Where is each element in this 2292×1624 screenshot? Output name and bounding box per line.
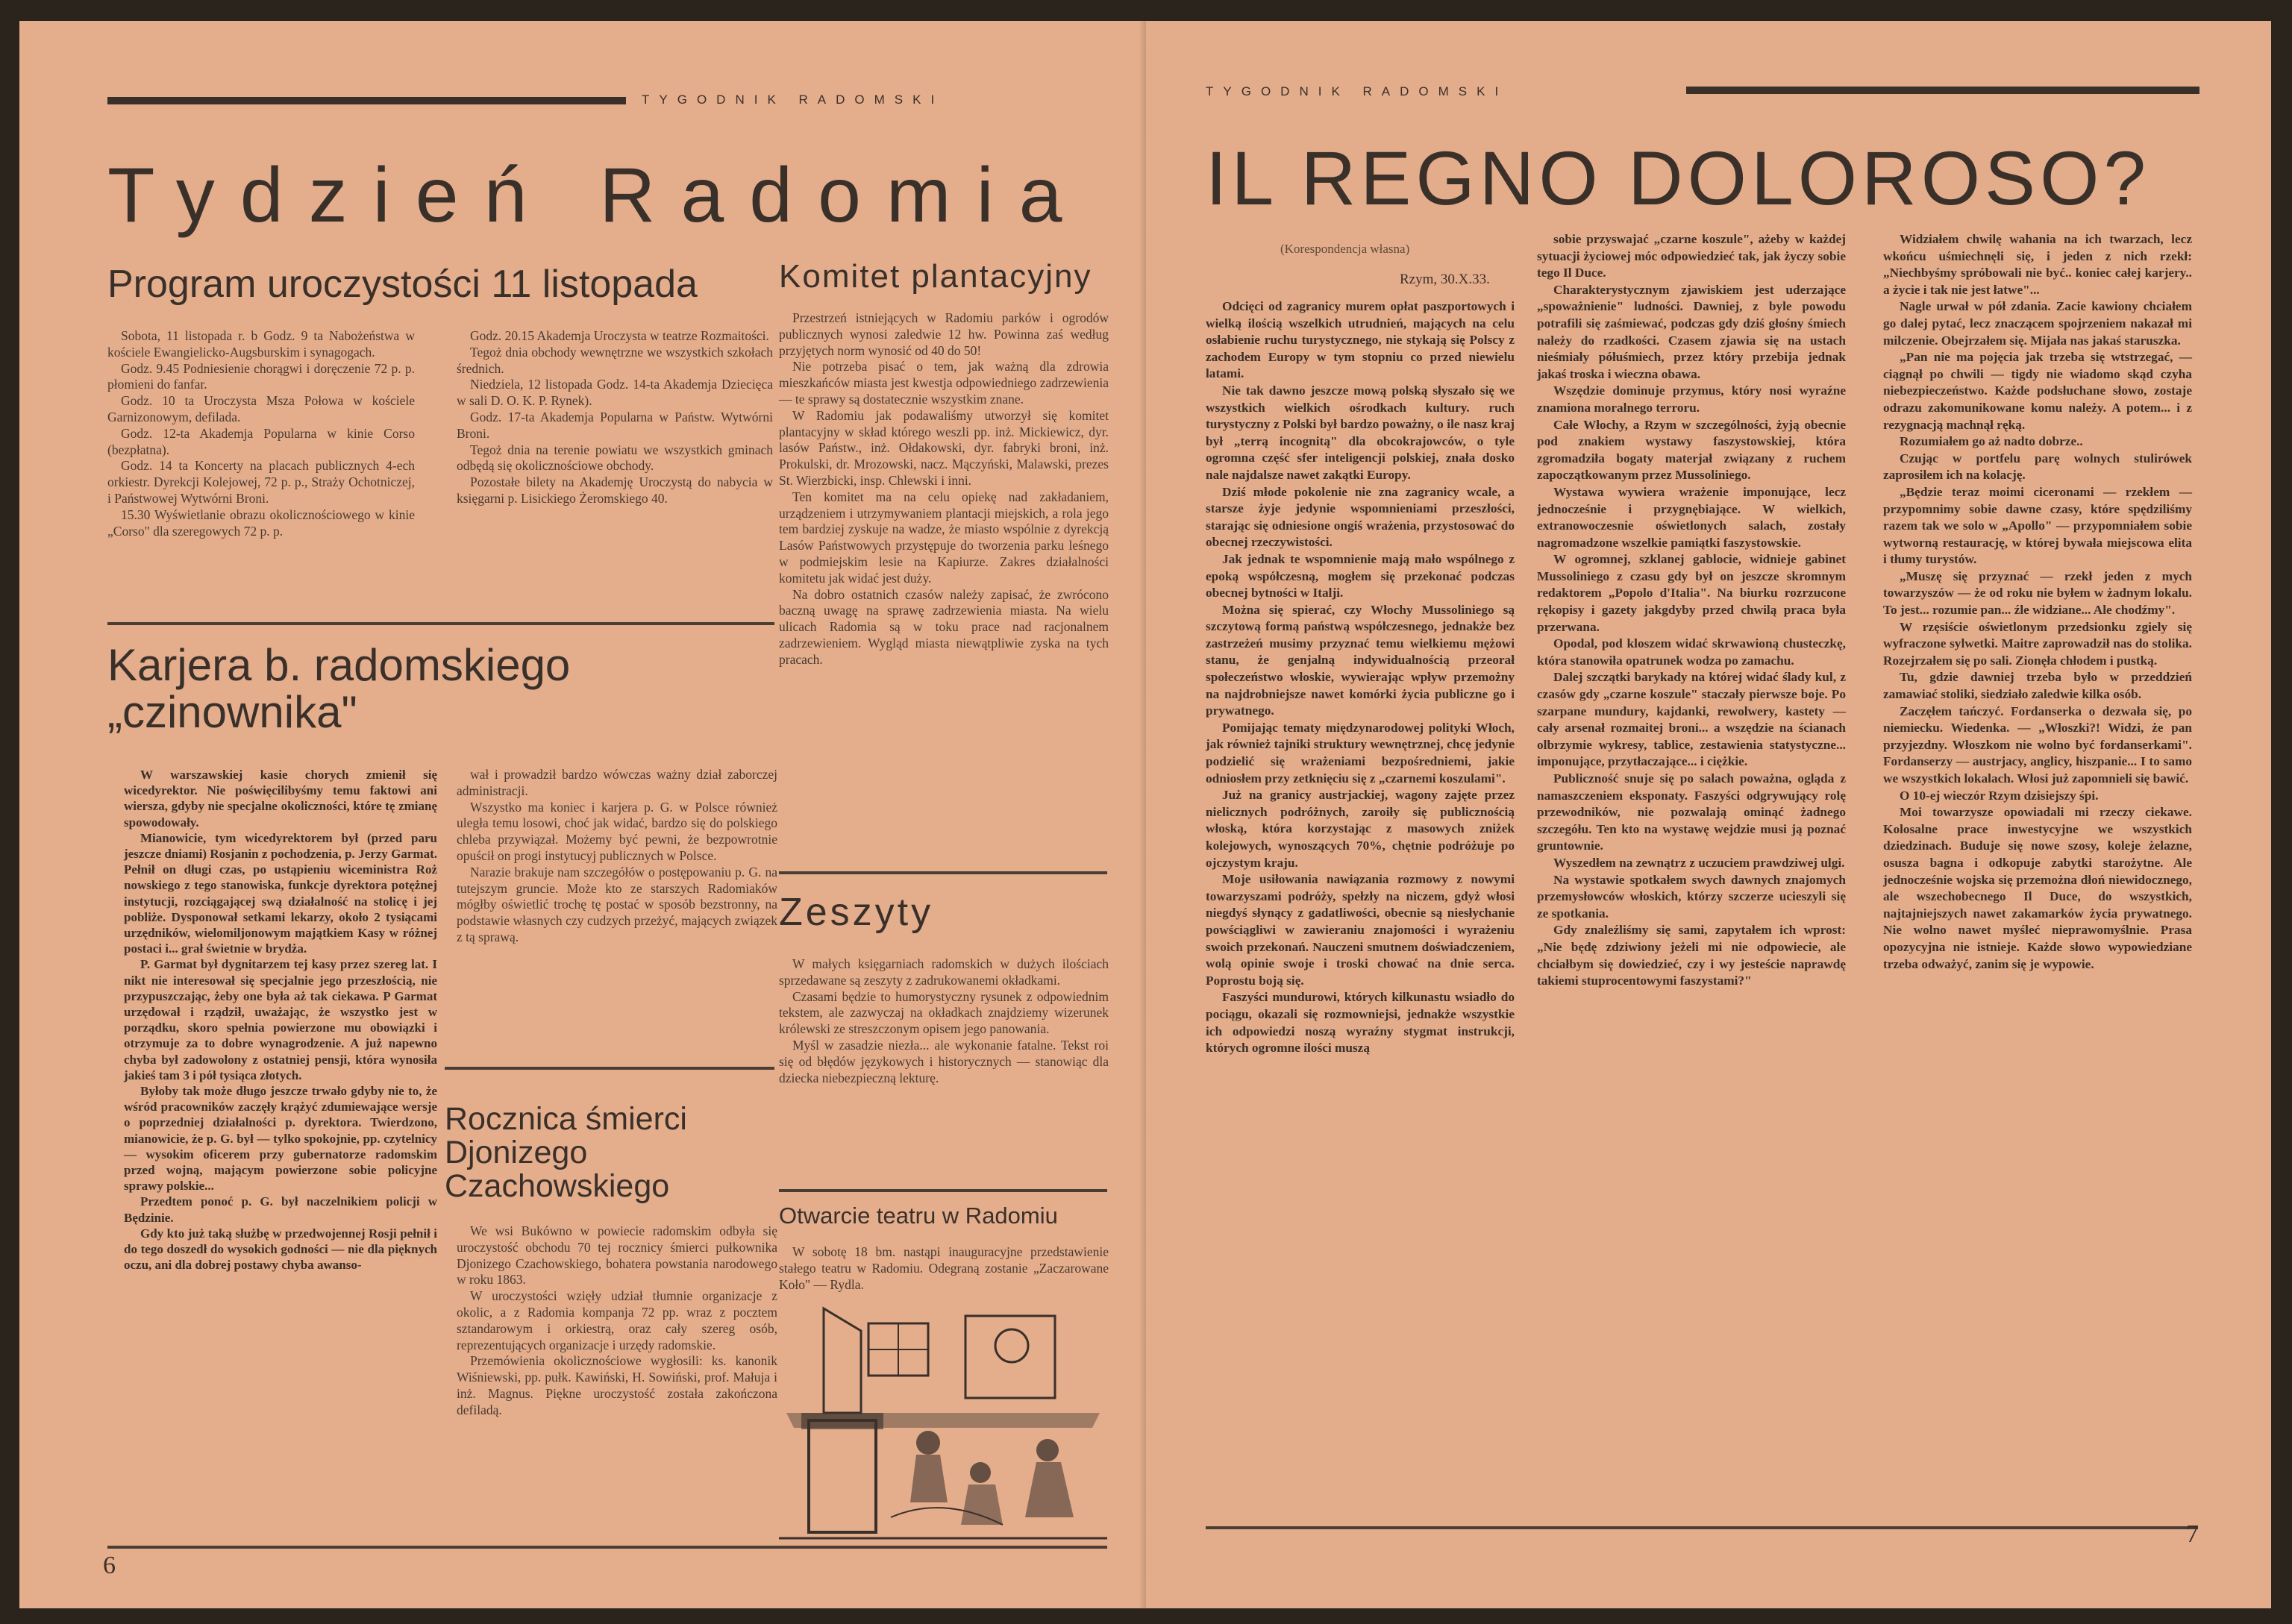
paragraph: „Pan nie ma pojęcia jak trzeba się wtstrzegać, — ciągnął po chwili — tigdy nie wiadomo skąd czyha niebezpieczeństwo. Każde podsłuchane słowo, zostaje odrazu zakomunikowane komu należy. A potem... i z rezygnacją machnął ręką. xyxy=(1883,350,2192,432)
bottom-rule xyxy=(107,1546,1107,1549)
page-number: 7 xyxy=(2186,1520,2199,1548)
paragraph: Na wystawie spotkałem swych dawnych znajomych przemysłowców włoskich, którzy szczerze ucieszyli się ze spotkania. xyxy=(1537,872,1846,921)
zeszyty-heading: Zeszyty xyxy=(779,891,934,934)
paragraph: We wsi Bukówno w powiecie radomskim odbyła się uroczystość obchodu 70 tej rocznicy śmierci pułkownika Djonizego Czachowskiego, bohatera powstania narodowego w roku 1863. xyxy=(457,1223,777,1288)
paragraph: Gdy kto już taką służbę w przedwojennej Rosji pełnił i do tego doszedł do wysokich godności — nie dla pięknych oczu, ani dla dobrej postawy chyba awanso- xyxy=(124,1226,437,1273)
reading-children-illustration xyxy=(779,1301,1107,1546)
section-rule xyxy=(445,1067,774,1070)
paragraph: Wszystko ma koniec i karjera p. G. w Polsce również uległa temu losowi, choć jak widać, bardzo się do polskiego chleba przywiązał. Możemy być pewni, że bezpowrotnie opuścił on progi instytucyj publicznych w Polsce. xyxy=(457,799,777,863)
masthead-rule xyxy=(1686,87,2199,94)
teatr-heading: Otwarcie teatru w Radomiu xyxy=(779,1203,1058,1229)
paragraph: Ten komitet ma na celu opiekę nad zakładaniem, urządzeniem i utrzymywaniem plantacji miejskich, a rola jego tem bardziej zyskuje na wadze, że miasto wspólnie z dyrekcją Lasów Państwowych przystępuje do tworzenia parku leśnego w podmiejskim lesie na Kapiurze. Zakres działalności komitetu jak widać jest duży. xyxy=(779,489,1109,586)
paragraph: Niedziela, 12 listopada Godz. 14-ta Akademja Dziecięca w sali D. O. K. P. Rynek). xyxy=(457,377,773,409)
komitet-text xyxy=(779,310,1109,668)
paragraph: Czując w portfelu parę wolnych stulirówek zaprosiłem ich na kolację. xyxy=(1883,451,2192,483)
rocznica-heading: Rocznica śmierci Djonizego Czachowskiego xyxy=(445,1101,687,1205)
byline: (Korespondencja własna) xyxy=(1280,242,1410,256)
paragraph: Nagle urwał w pół zdania. Zacie kawiony chciałem go dalej pytać, lecz znaczącem spojrzeniem nakazał mi milczenie. Obejrzałem się. Mijała nas jakaś staruszka. xyxy=(1883,299,2192,348)
komitet-heading: Komitet plantacyjny xyxy=(779,258,1092,295)
paragraph: Sobota, 11 listopada r. b Godz. 9 ta Nabożeństwa w kościele Ewangielicko-Augsburskim i synagogach. xyxy=(107,328,415,360)
zeszyty-text xyxy=(779,956,1109,1086)
paragraph: Charakterystycznym zjawiskiem jest uderzające „spoważnienie" ludności. Dawniej, z byle powodu potrafili się zaśmiewać, podczas gdy dziś głośny śmiech należy do rzadkości. Czasem zjawia się na ustach nieśmiały półuśmiech, przez który przebija jednak jakaś troska i wieczna obawa. xyxy=(1537,282,1846,381)
paragraph: W małych księgarniach radomskich w dużych ilościach sprzedawane są zeszyty z zadrukowanemi okładkami. xyxy=(779,956,1109,988)
paragraph: Wyszedłem na zewnątrz z uczuciem prawdziwej ulgi. xyxy=(1553,855,1845,870)
paragraph: Dalej szczątki barykady na której widać ślady kul, z czasów gdy „czarne koszule" staczały pierwsze boje. Po szarpane mundury, kajdanki, rewolwery, kastety — cały arsenał rozmaitej broni... a wszędzie na ścianach olbrzymie wykresy, tablice, zestawienia statystyczne... imponujące, przytłaczające... i ciężkie. xyxy=(1537,670,1846,769)
left-page xyxy=(19,21,1146,1608)
paragraph: Nie tak dawno jeszcze mową polską słyszało się we wszystkich wielkich ośrodkach kultury. ruch turystyczny z Polski był bardzo poważny, o ile nasz kraj był „terrą incognitą" dla obcokrajowców, o tyle ogromna część sfer inteligencji polskiej, znała dosko nale najdalsze nawet zakątki Europy. xyxy=(1206,383,1515,482)
article-text-col1 xyxy=(1206,298,1515,1057)
karjera-text-col1 xyxy=(124,767,437,1273)
paragraph: Jak jednak te wspomnienie mają mało wspólnego z epoką współczesną, mogłem się przekonać podczas obecnej bytności w Italji. xyxy=(1206,551,1515,601)
paragraph: Na dobro ostatnich czasów należy zapisać, że zwrócono baczną uwagę na sprawę zadrzewienia miasta. Na wielu ulicach Radomia są w toku prace nad racjonalnem zadrzewieniem. Wygląd miasta niewątpliwie zyska na tych pracach. xyxy=(779,586,1109,667)
masthead: TYGODNIK RADOMSKI xyxy=(1206,84,1509,98)
paragraph: Myśl w zasadzie niezła... ale wykonanie fatalne. Tekst roi się od błędów językowych i historycznych — stanowiąc dla dziecka niebezpieczną lekturę. xyxy=(779,1037,1109,1085)
karjera-heading: Karjera b. radomskiego „czinownika" xyxy=(107,640,571,737)
program-text-col1 xyxy=(107,328,415,539)
paragraph: Dziś młode pokolenie nie zna zagranicy wcale, a starsze żyje jedynie wspomnieniami przeszłości, starając się odniesione ongiś wrażenia, przystosować do obecnej rzeczywistości. xyxy=(1206,484,1515,550)
paragraph: W Radomiu jak podawaliśmy utworzył się komitet plantacyjny w skład którego weszli pp. inż. Mickiewicz, dyr. lasów Państw., inż. Ołdakowski, dyr. fabryki broni, inż. Prokulski, dr. Mrozowski, nacz. Mączyński, Malawski, prezes St. Wierzbicki, insp. Chlewski i inni. xyxy=(779,407,1109,488)
paragraph: Wszędzie dominuje przymus, który nosi wyraźne znamiona moralnego terroru. xyxy=(1537,383,1846,415)
article-text-col3 xyxy=(1883,231,2192,973)
paragraph: Godz. 17-ta Akademja Popularna w Państw. Wytwórni Broni. xyxy=(457,409,773,441)
paragraph: Można się spierać, czy Włochy Mussoliniego są szczytową formą państwą współczesnego, jednakże bez zastrzeżeń musimy przyznać temu wielkiemu mężowi stanu, że genjalną indywidualnością przeorał społeczeństwo włoskie, wywierając wpływ przemożny na najdrobniejsze nawet komórki życia publiczne go i prywatnego. xyxy=(1206,602,1515,718)
paragraph: Moje usiłowania nawiązania rozmowy z nowymi towarzyszami podróży, spełzły na niczem, gdyż włosi niegdyś słynący z gadatliwości, obecnie są niesłychanie powściągliwi w zawieraniu znajomości i wyrażeniu swoich przekonań. Nauczeni smutnem doświadczeniem, wolą opinie swoje i troski chować na dnie serca. Poprostu boją się. xyxy=(1206,872,1515,988)
paragraph: wał i prowadził bardzo wówczas ważny dział zaborczej administracji. xyxy=(457,767,777,798)
paragraph: Godz. 10 ta Uroczysta Msza Połowa w kościele Garnizonowym, defilada. xyxy=(107,393,415,424)
paragraph: Zaczęłem tańczyć. Fordanserka o dezwała się, po niemiecku. Wiedenka. — „Włoszki?! Widzi, że pan przyjezdny. Włoszkom nie wolno być fordanserkami". Fordanserzy — austrjacy, anglicy, hiszpanie... I to samo we wszystkich lokalach. Włosi już zapomnieli się bawić. xyxy=(1883,703,2192,786)
paragraph: sobie przyswajać „czarne koszule", ażeby w każdej sytuacji życiowej móc odpowiedzieć tak, jak życzy sobie tego Il Duce. xyxy=(1537,232,1846,280)
paragraph: P. Garmat był dygnitarzem tej kasy przez szereg lat. I nikt nie interesował się specjalnie jego przeszłością, nie przypuszczając, żeby one była aż tak ciekawa. P Garmat urzędował i rządził, uważając, że wszystko jest w porządku, skoro spełnia powierzone mu obowiązki i otrzymuje za to dobre wynagrodzenie. A już napewno chyba był zadowolony z ostatniej pensji, która wynosiła jakieś tam 3 i pół tysiąca złotych. xyxy=(124,957,437,1082)
paragraph: „Muszę się przyznać — rzekł jeden z mych towarzyszów — że od roku nie byłem w żadnym lokalu. To jest... rozumie pan... źle widziane... Ale chodźmy". xyxy=(1883,568,2192,618)
paragraph: Publiczność snuje się po salach poważna, ogląda z namaszczeniem eksponaty. Faszyści odgrywujący rolę przewodników, nie pozwalają ominąć żadnego szczegółu. Ten kto na wystawę wejdzie musi ją poznać gruntownie. xyxy=(1537,771,1846,853)
paragraph: Tegoż dnia na terenie powiatu we wszystkich gminach odbędą się okolicznościowe obchody. xyxy=(457,442,773,474)
page-title: IL REGNO DOLOROSO? xyxy=(1206,136,2151,221)
paragraph: Przemówienia okolicznościowe wygłosili: ks. kanonik Wiśniewski, pp. pułk. Kawiński, H. Sowiński, prof. Małuja i inż. Magnus. Piękne uroczystość została zakończona defiladą. xyxy=(457,1353,777,1417)
section-rule xyxy=(107,622,774,625)
paragraph: W ogromnej, szklanej gablocie, widnieje gabinet Mussoliniego z czasu gdy był on jeszcze skromnym redaktorem „Popolo d'Italia". Na biurku rozrzucone rękopisy i gazety jakgdyby przed chwilą praca była przerwana. xyxy=(1537,552,1846,634)
paragraph: Godz. 12-ta Akademja Popularna w kinie Corso (bezpłatna). xyxy=(107,425,415,457)
paragraph: Przedtem ponoć p. G. był naczelnikiem policji w Będzinie. xyxy=(124,1194,437,1225)
teatr-text xyxy=(779,1244,1109,1293)
page-number: 6 xyxy=(103,1552,116,1579)
article-text-col2 xyxy=(1537,231,1846,990)
bottom-rule xyxy=(1206,1526,2198,1529)
paragraph: Gdy znaleźliśmy się sami, zapytałem ich wprost: „Nie będę zdziwiony jeżeli mi nie odpowiecie, ale chciałbym się dowiedzieć, czy i wy jesteście naprawdę takiemi stuprocentowymi faszystami?" xyxy=(1537,923,1846,988)
masthead-rule xyxy=(107,97,626,104)
paragraph: Czasami będzie to humorystyczny rysunek z odpowiednim tekstem, ale zazwyczaj na okładkach znajdziemy wizerunek królewski ze streszczonym opisem jego panowania. xyxy=(779,988,1109,1037)
paragraph: Tegoż dnia obchody wewnętrzne we wszystkich szkołach średnich. xyxy=(457,344,773,376)
paragraph: Moi towarzysze opowiadali mi rzeczy ciekawe. Kolosalne prace inwestycyjne we wszystkich dziedzinach. Buduje się nowe szosy, koleje żelazne, osusza bagna i odkopuje zabytki starożytne. Ale jednocześnie wojska się przemożna dłoń niewidocznego, ale wszechobecnego Il Duce, do wszystkich, najtajniejszych nawet zakamarków życia prywatnego. Nie wolno nawet myśleć nieprawomyślnie. Prasa opozycyjna nie istnieje. Każde słowo wypowiedziane trzeba odważyć, zanim się je wypowie. xyxy=(1883,805,2192,971)
page-title: Tydzień Radomia xyxy=(107,152,1088,239)
paragraph: Godz. 9.45 Podniesienie chorągwi i doręczenie 72 p. p. płomieni do fanfar. xyxy=(107,360,415,392)
paragraph: Mianowicie, tym wicedyrektorem był (przed paru jeszcze dniami) Rosjanin z pochodzenia, p. Jerzy Garmat. Pełnił on długi czas, po ustąpieniu wiceministra Roż nowskiego z tego stanowiska, funkcje dyrektora potężnej instytucji, rozciągającej swą działalność na stolicę i jej pobliże. Dysponował setkami lekarzy, około 2 tysiącami urzędników, wielomiljonowym majątkiem Kasy w różnej postaci i... grał świetnie w brydża. xyxy=(124,830,437,956)
paragraph: „Będzie teraz moimi ciceronami — rzekłem — przypomnimy sobie dawne czasy, które spędziliśmy razem tak we solo w „Apollo" — przypomniałem sobie wytworną restaurację, w której bywała miejscowa elita i tłumy turystów. xyxy=(1883,484,2192,567)
paragraph: W uroczystości wzięły udział tłumnie organizacje z okolic, a z Radomia kompanja 72 pp. wraz z pocztem sztandarowym i orkiestrą, oraz cały szereg osób, reprezentujących organizacje i urzędy radomskie. xyxy=(457,1288,777,1352)
masthead: TYGODNIK RADOMSKI xyxy=(642,93,945,107)
section-rule xyxy=(779,871,1107,874)
paragraph: Już na granicy austrjackiej, wagony zajęte przez nielicznych podróżnych, zaroiły się publicznością włoską, która korzystając z masowych zniżek kolejowych, wynoszących 70%, chętnie podróżuje po ojczystym kraju. xyxy=(1206,788,1515,870)
right-page xyxy=(1146,21,2271,1608)
paragraph: Całe Włochy, a Rzym w szczególności, żyją obecnie pod znakiem wystawy faszystowskiej, która zgromadziła bogaty materjał związany z ruchem zapoczątkowanym przez Mussoliniego. xyxy=(1537,417,1846,483)
paragraph: W sobotę 18 bm. nastąpi inauguracyjne przedstawienie stałego teatru w Radomiu. Odegraną zostanie „Zaczarowane Koło" — Rydla. xyxy=(779,1244,1109,1292)
paragraph: W rzęsiście oświetlonym przedsionku zgiely się wyfraczone sylwetki. Maitre zaprowadził nas do stolika. Rozejrzałem się po sali. Zionęła chłodem i pustką. xyxy=(1883,619,2192,668)
paragraph: Pozostałe bilety na Akademję Uroczystą do nabycia w księgarni p. Lisickiego Żeromskiego 40. xyxy=(457,474,773,506)
paragraph: Tu, gdzie dawniej trzeba było w przeddzień zamawiać stoliki, siedziało zaledwie kilka osób. xyxy=(1883,670,2192,702)
rocznica-text xyxy=(457,1223,777,1419)
paragraph: Wystawa wywiera wrażenie imponujące, lecz jednocześnie i przygnębiające. W wielkich, extranowoczesnie oświetlonych salach, zostały nagromadzone wszelkie pamiątki faszystowskie. xyxy=(1537,484,1846,550)
program-heading: Program uroczystości 11 listopada xyxy=(107,263,698,306)
paragraph: Widziałem chwilę wahania na ich twarzach, lecz wkońcu uśmiechnęli się, i jeden z nich rzekł: „Niechbyśmy spróbowali nie być.. koniec całej karjery.. a życie i tak nie jest łatwe"... xyxy=(1883,232,2192,297)
paragraph: O 10-ej wieczór Rzym dzisiejszy śpi. xyxy=(1900,788,2099,803)
dateline: Rzym, 30.X.33. xyxy=(1400,272,1490,287)
paragraph: Nie potrzeba pisać o tem, jak ważną dla zdrowia mieszkańców miasta jest kwestja odpowiedniego zadrzewienia — te sprawy są dostatecznie wszystkim znane. xyxy=(779,359,1109,407)
paragraph: Byłoby tak może długo jeszcze trwało gdyby nie to, że wśród pracowników zaczęły krążyć zdumiewające wersje o poprzedniej działalności p. dyrektora. Twierdzono, mianowicie, że p. G. był — tylko spokojnie, pp. czytelnicy — wysokim oficerem przy gubernatorze radomskim przed wojną, mającym powierzone sobie policyjne sprawy polskie... xyxy=(124,1084,437,1194)
paragraph: 15.30 Wyświetlanie obrazu okolicznościowego w kinie „Corso" dla szeregowych 72 p. p. xyxy=(107,507,415,539)
paragraph: Pomijając tematy międzynarodowej polityki Włoch, jak również tajniki struktury wewnętrznej, chcę jedynie podzielić się wrażeniami bezpośredniemi, jakie odniosłem przy zetknięciu się z „czarnemi koszulami". xyxy=(1206,720,1515,786)
paragraph: Przestrzeń istniejących w Radomiu parków i ogrodów publicznych wynosi zaledwie 12 hw. Powinna zaś według przyjętych norm wynosić od 40 do 50! xyxy=(779,310,1109,358)
paragraph: W warszawskiej kasie chorych zmienił się wicedyrektor. Nie poświęcilibyśmy temu faktowi ani wiersza, gdyby nie specjalne okoliczności, które tę zmianę spowodowały. xyxy=(124,768,437,830)
paragraph: Narazie brakuje nam szczegółów o postępowaniu p. G. na tutejszym gruncie. Może kto ze starszych Radomiaków mógłby oświetlić trochę tę postać w sposób bezstronny, na podstawie własnych czy cudzych przeżyć, mających związek z tą sprawą. xyxy=(457,864,777,944)
paragraph: Godz. 20.15 Akademja Uroczysta w teatrze Rozmaitości. xyxy=(470,328,769,343)
paragraph: Odcięci od zagranicy murem opłat paszportowych i wielką ilością wszelkich utrudnień, mających na celu osłabienie ruchu turystycznego, nie stykają się Polscy z zachodem Europy w tym stopniu co przed niewielu latami. xyxy=(1206,299,1515,381)
paragraph: Opodal, pod kloszem widać skrwawioną chusteczkę, która stanowiła opatrunek wodza po zamachu. xyxy=(1537,636,1846,668)
program-text-col2 xyxy=(457,328,773,507)
paragraph: Rozumiałem go aż nadto dobrze.. xyxy=(1900,434,2083,449)
paragraph: Faszyści mundurowi, których kilkunastu wsiadło do pociągu, okazali się rozmowniejsi, jednakże wszystkie ich odpowiedzi noszą wyraźny stygmat instrukcji, których ogromne ilości muszą xyxy=(1206,990,1515,1056)
karjera-text-col2 xyxy=(457,767,777,946)
section-rule xyxy=(779,1189,1107,1192)
paragraph: Godz. 14 ta Koncerty na placach publicznych 4-ech orkiestr. Dyrekcji Kolejowej, 72 p. p., Straży Ochotniczej, i Państwowej Wytwórni Broni. xyxy=(107,458,415,506)
